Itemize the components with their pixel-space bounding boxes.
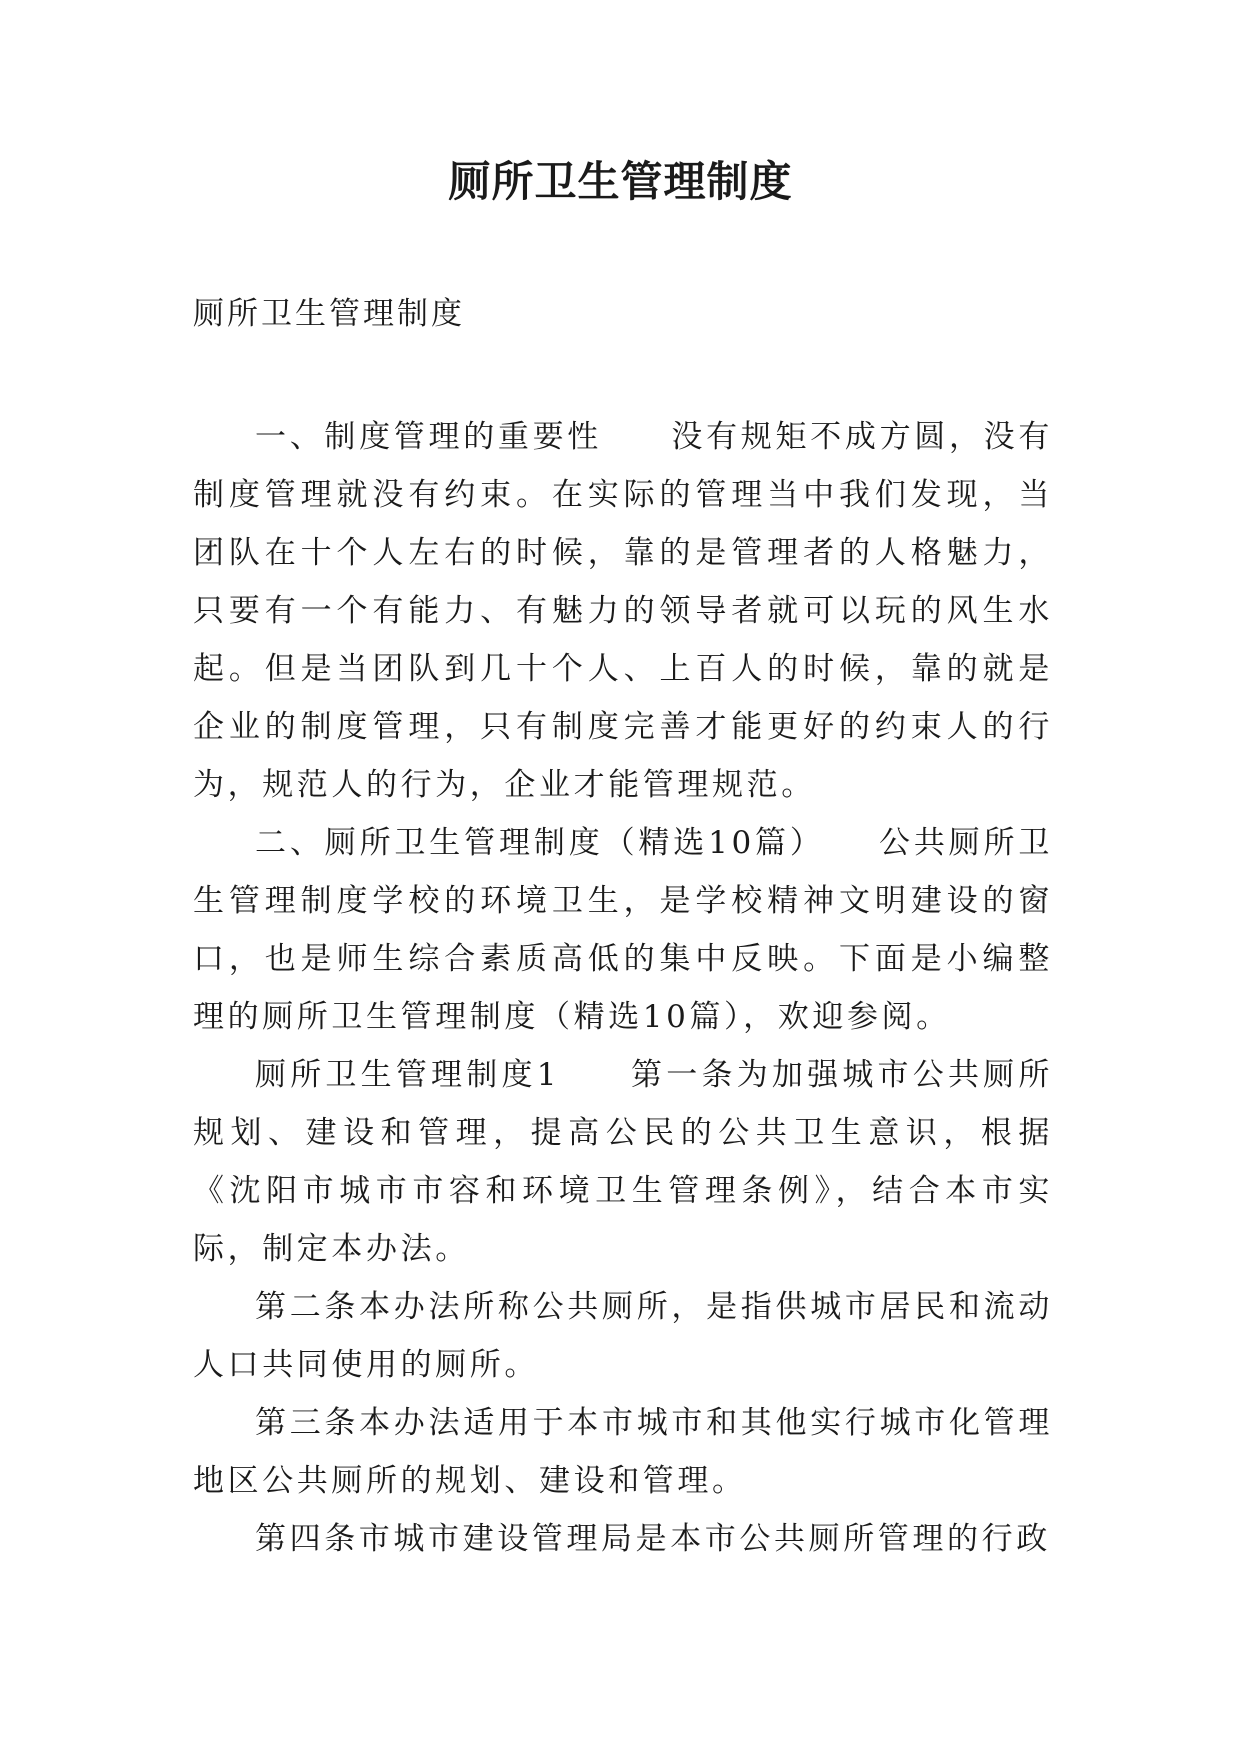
paragraph: 一、制度管理的重要性 没有规矩不成方圆，没有制度管理就没有约束。在实际的管理当中我们发现，当团队在十个人左右的时候，靠的是管理者的人格魅力，只要有一个有能力、有魅力的领导者就可以玩的风生水起。但是当团队到几十个人、上百人的时候，靠的就是企业的制度管理，只有制度完善才能更好的约束人的行为，规范人的行为，企业才能管理规范。	[193, 419, 1053, 803]
paragraph: 第四条市城市建设管理局是本市公共厕所管理的行政	[255, 1521, 1051, 1557]
paragraph: 厕所卫生管理制度1 第一条为加强城市公共厕所规划、建设和管理，提高公民的公共卫生意识，根据《沈阳市城市市容和环境卫生管理条例》，结合本市实际，制定本办法。	[193, 1057, 1053, 1267]
paragraph: 第二条本办法所称公共厕所，是指供城市居民和流动人口共同使用的厕所。	[193, 1289, 1053, 1383]
paragraph: 第三条本办法适用于本市城市和其他实行城市化管理地区公共厕所的规划、建设和管理。	[193, 1405, 1053, 1499]
paragraph: 二、厕所卫生管理制度（精选10篇） 公共厕所卫生管理制度学校的环境卫生，是学校精神文明建设的窗口，也是师生综合素质高低的集中反映。下面是小编整理的厕所卫生管理制度（精选10篇），欢迎参阅。	[193, 825, 1053, 1035]
document-subtitle: 厕所卫生管理制度	[193, 296, 465, 332]
document-body	[193, 408, 1053, 1568]
document-title: 厕所卫生管理制度	[448, 157, 793, 206]
